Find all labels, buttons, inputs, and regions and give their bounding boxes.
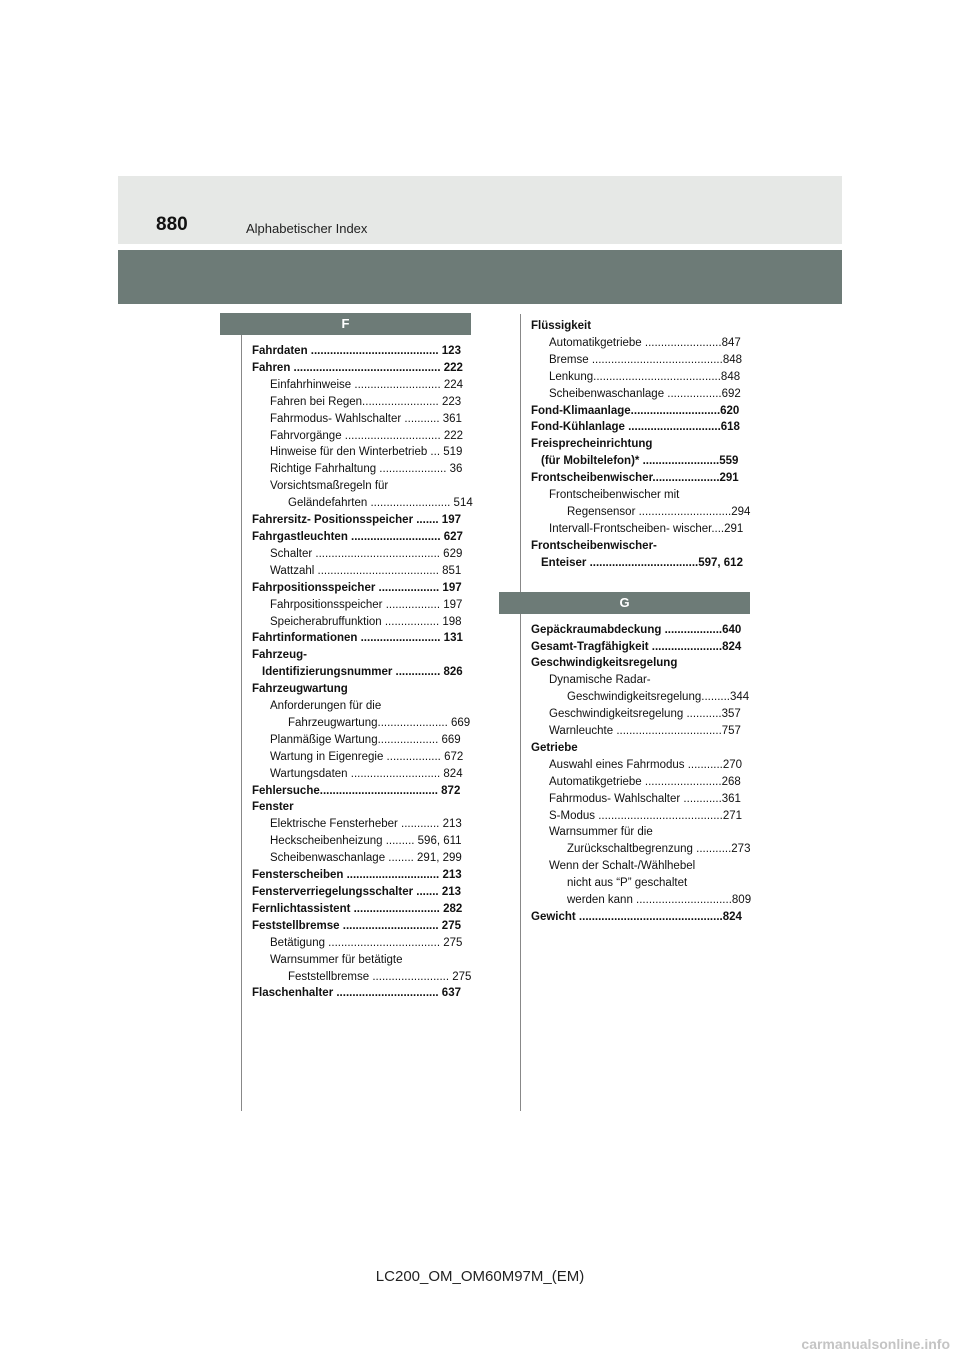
index-entry: Wattzahl ...................................... 851 xyxy=(270,564,462,577)
index-entry: Fensterverriegelungsschalter ....... 213 xyxy=(252,886,462,898)
index-entry: Fahrvorgänge .............................. 222 xyxy=(270,429,464,442)
index-list-f xyxy=(252,343,471,1002)
index-entry: Betätigung ................................... 275 xyxy=(270,936,463,949)
index-entry: nicht aus “P” geschaltet xyxy=(567,877,688,890)
index-entry: Planmäßige Wartung................... 669 xyxy=(270,733,461,746)
index-entry: Fahrtinformationen ......................... 131 xyxy=(252,632,463,645)
index-entry: Fahrmodus- Wahlschalter ........... 361 xyxy=(270,412,462,425)
right-column xyxy=(531,318,750,926)
index-entry: Auswahl eines Fahrmodus ...........270 xyxy=(549,758,743,771)
index-entry: Zurückschaltbegrenzung ...........273 xyxy=(567,843,751,856)
document-code: LC200_OM_OM60M97M_(EM) xyxy=(375,1268,585,1285)
index-entry: Speicherabruffunktion ................. 198 xyxy=(270,615,462,628)
index-entry: Scheibenwaschanlage ........ 291, 299 xyxy=(270,852,462,865)
index-entry: Richtige Fahrhaltung ..................... 36 xyxy=(270,463,463,476)
index-entry: Wartung in Eigenregie ................. 672 xyxy=(270,750,464,763)
index-entry: Freisprecheinrichtung xyxy=(531,438,653,451)
index-entry: Getriebe xyxy=(531,741,578,754)
index-entry: Flüssigkeit xyxy=(531,320,592,332)
index-entry: Elektrische Fensterheber ............ 213 xyxy=(270,818,462,831)
index-entry: Warnsummer für die xyxy=(549,826,653,839)
page-number: 880 xyxy=(156,214,188,235)
index-entry: Heckscheibenheizung ......... 596, 611 xyxy=(270,835,462,848)
index-entry: Fahrgastleuchten ............................ 627 xyxy=(252,530,463,543)
index-entry: Fahrersitz- Positionsspeicher ....... 197 xyxy=(252,514,461,527)
index-entry: Warnleuchte .................................757 xyxy=(549,725,741,738)
index-entry: Enteiser ..................................597, 612 xyxy=(541,556,743,569)
index-entry: Fahrmodus- Wahlschalter ............361 xyxy=(549,792,741,805)
index-entry: Fernlichtassistent ........................... 282 xyxy=(252,902,463,915)
index-entry: Geschwindigkeitsregelung.........344 xyxy=(567,691,750,704)
index-entry: Geschwindigkeitsregelung ...........357 xyxy=(549,708,741,721)
index-entry: Wenn der Schalt-/Wählhebel xyxy=(549,860,696,873)
index-entry: Geschwindigkeitsregelung xyxy=(531,657,678,670)
index-entry: Identifizierungsnummer .............. 826 xyxy=(262,666,463,679)
index-entry: Frontscheibenwischer mit xyxy=(549,489,680,502)
section-header-f: F xyxy=(220,313,471,335)
section-header-g: G xyxy=(499,592,750,614)
index-entry: Einfahrhinweise ........................... 224 xyxy=(270,378,464,391)
index-entry: Automatikgetriebe ........................847 xyxy=(549,336,741,349)
index-entry: Fahrzeugwartung xyxy=(252,683,348,696)
index-entry: Geländefahrten ......................... 514 xyxy=(288,497,473,510)
index-entry: Fond-Klimaanlage............................620 xyxy=(531,404,740,417)
index-entry: Gepäckraumabdeckung ..................640 xyxy=(531,623,742,636)
left-column xyxy=(220,313,471,1002)
index-entry: Hinweise für den Winterbetrieb ... 519 xyxy=(270,446,463,459)
index-entry: Regensensor .............................294 xyxy=(567,505,751,518)
page-title: Alphabetischer Index xyxy=(246,221,368,236)
index-entry: Feststellbremse ........................ 275 xyxy=(288,970,472,983)
index-entry: Intervall-Frontscheiben- wischer....291 xyxy=(549,522,744,535)
index-entry: Frontscheibenwischer- xyxy=(531,539,657,552)
index-list-g xyxy=(531,622,750,926)
index-entry: Feststellbremse .............................. 275 xyxy=(252,919,461,932)
right-column-rule xyxy=(520,314,521,1111)
index-entry: Wartungsdaten ............................ 824 xyxy=(270,767,463,780)
index-entry: Fond-Kühlanlage .............................618 xyxy=(531,421,740,434)
index-entry: Schalter ....................................... 629 xyxy=(270,547,463,560)
header-band xyxy=(118,176,842,244)
index-entry: Bremse .........................................848 xyxy=(549,353,743,366)
index-entry: Lenkung........................................848 xyxy=(549,370,741,383)
index-entry: Fahrdaten ........................................ 123 xyxy=(252,345,461,357)
index-entry: S-Modus .......................................271 xyxy=(549,809,743,822)
index-entry: (für Mobiltelefon)* ........................559 xyxy=(541,455,739,468)
index-entry: Vorsichtsmaßregeln für xyxy=(270,480,389,493)
index-entry: werden kann ..............................809 xyxy=(567,894,752,907)
index-entry: Fensterscheiben ............................. 213 xyxy=(252,869,462,882)
index-entry: Warnsummer für betätigte xyxy=(270,953,403,966)
index-entry: Gewicht .............................................824 xyxy=(531,911,742,923)
header-dark-band xyxy=(118,250,842,304)
index-entry: Fahrpositionsspeicher ................... 197 xyxy=(252,581,462,594)
index-list-f-cont xyxy=(531,318,750,572)
index-entry: Fenster xyxy=(252,801,294,814)
index-entry: Dynamische Radar- xyxy=(549,674,651,687)
index-entry: Fahrpositionsspeicher ................. 197 xyxy=(270,598,463,611)
index-entry: Fahren bei Regen........................ 223 xyxy=(270,395,462,408)
index-entry: Frontscheibenwischer.....................291 xyxy=(531,472,739,485)
index-entry: Fehlersuche..................................... 872 xyxy=(252,784,461,797)
index-entry: Fahrzeugwartung...................... 669 xyxy=(288,716,471,729)
index-entry: Automatikgetriebe ........................268 xyxy=(549,775,741,788)
index-entry: Gesamt-Tragfähigkeit ......................824 xyxy=(531,640,742,653)
index-entry: Flaschenhalter ................................ 637 xyxy=(252,987,461,1000)
index-entry: Scheibenwaschanlage .................692 xyxy=(549,387,741,400)
index-entry: Fahrzeug- xyxy=(252,649,307,662)
watermark: carmanualsonline.info xyxy=(801,1336,950,1352)
index-entry: Anforderungen für die xyxy=(270,700,382,713)
index-entry: Fahren .............................................. 222 xyxy=(252,361,463,374)
